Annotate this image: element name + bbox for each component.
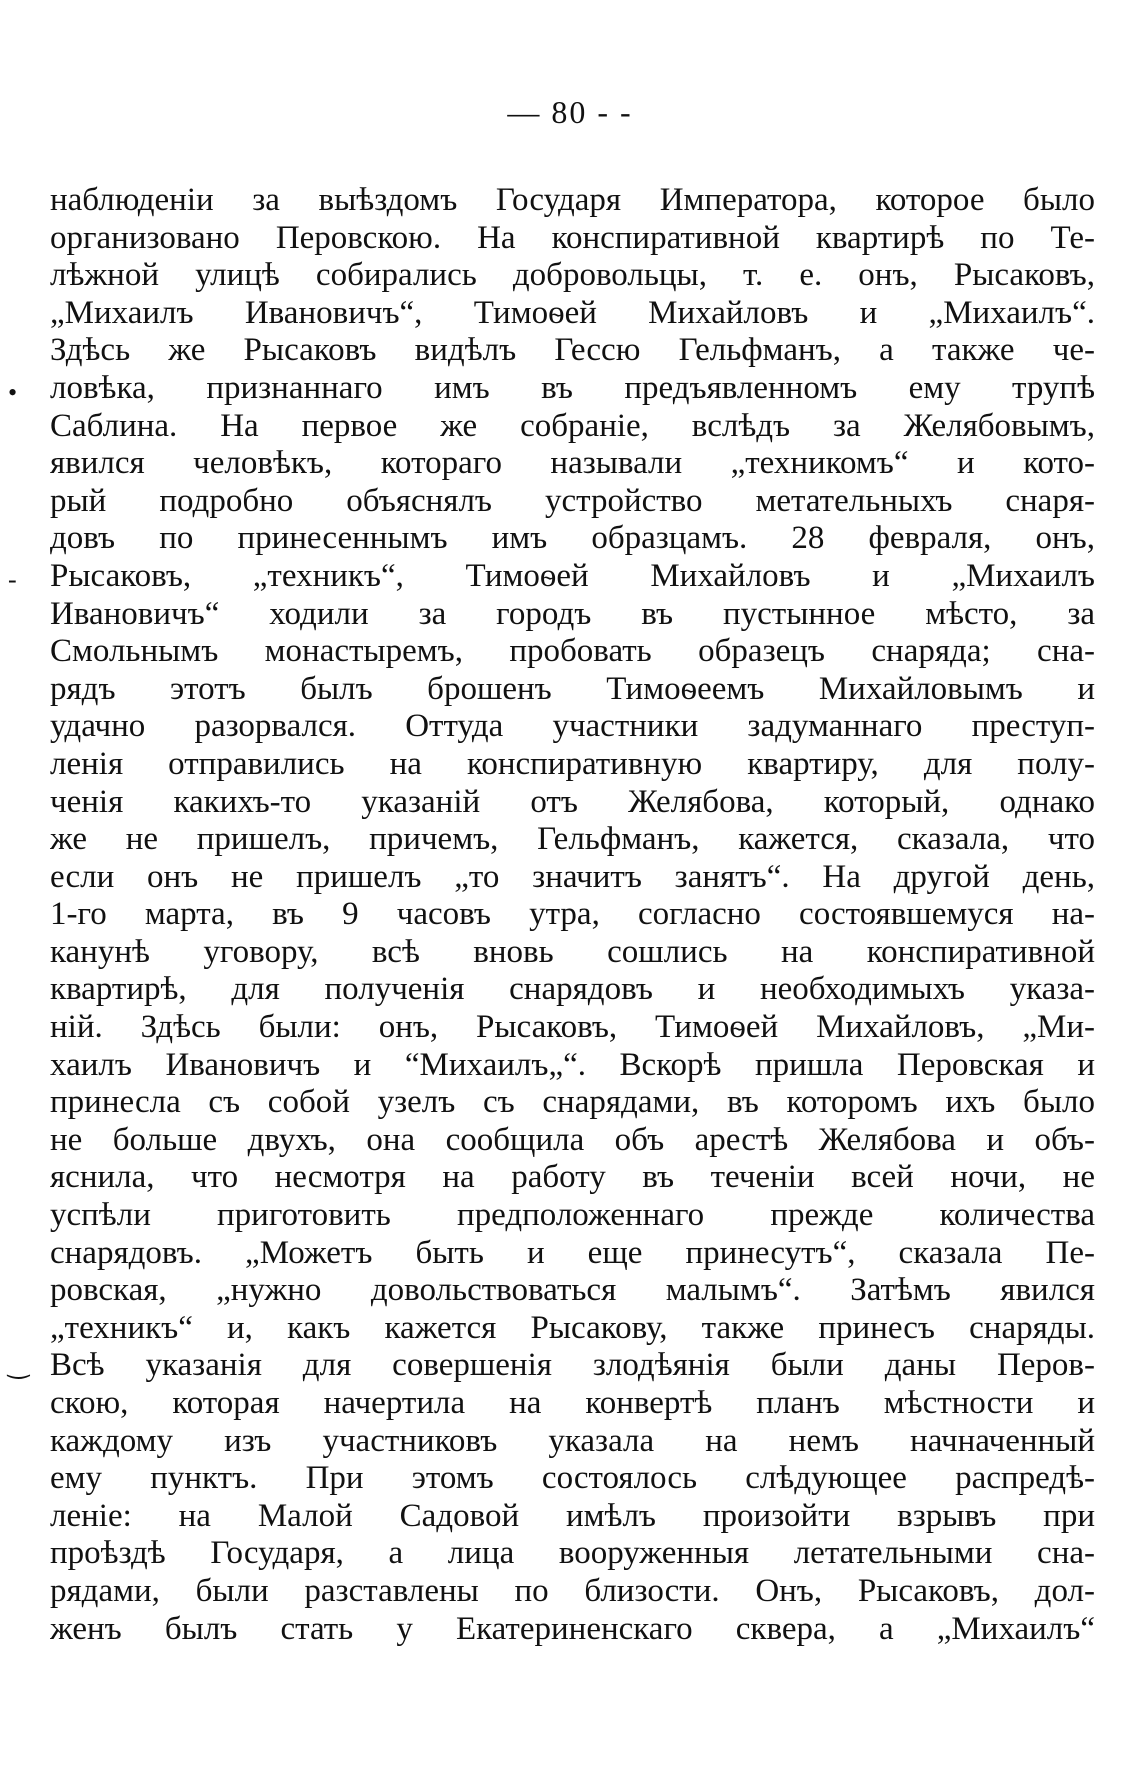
text-line: ленія отправились на конспиративную квартиру, для полу-	[50, 745, 1095, 782]
text-line: ловѣка, признаннаго имъ въ предъявленномъ ему трупѣ	[50, 369, 1095, 406]
margin-mark-dot: •	[8, 378, 18, 407]
margin-mark-stroke: ‿	[8, 1350, 29, 1379]
text-line: же не пришелъ, причемъ, Гельфманъ, кажется, сказала, что	[50, 821, 1095, 858]
text-line: женъ былъ стать у Екатериненскаго сквера, а „Михаилъ“	[50, 1610, 1095, 1647]
text-line: ній. Здѣсь были: онъ, Рысаковъ, Тимоѳей Михайловъ, „Ми-	[50, 1009, 1095, 1046]
text-line: успѣли приготовить предположеннаго прежде количества	[50, 1197, 1095, 1234]
text-line: „техникъ“ и, какъ кажется Рысакову, также принесъ снаряды.	[50, 1309, 1095, 1346]
text-line: удачно разорвался. Оттуда участники задуманнаго преступ-	[50, 708, 1095, 745]
text-line: рый подробно объяснялъ устройство метательныхъ снаря-	[50, 482, 1095, 519]
text-line: хаилъ Ивановичъ и “Михаилъ„“. Вскорѣ пришла Перовская и	[50, 1046, 1095, 1083]
page-number: — 80 - -	[507, 94, 633, 130]
text-line: организовано Перовскою. На конспиративной квартирѣ по Те-	[50, 219, 1095, 256]
text-line: рядами, были разставлены по близости. Онъ, Рысаковъ, дол-	[50, 1572, 1095, 1609]
text-line: ему пунктъ. При этомъ состоялось слѣдующее распредѣ-	[50, 1460, 1095, 1497]
text-line: „Михаилъ Ивановичъ“, Тимоѳей Михайловъ и „Михаилъ“.	[50, 294, 1095, 331]
text-line: скою, которая начертила на конвертѣ планъ мѣстности и	[50, 1385, 1095, 1421]
text-line: леніе: на Малой Садовой имѣлъ произойти взрывъ при	[50, 1497, 1095, 1534]
text-line: если онъ не пришелъ „то значитъ занятъ“. На другой день,	[50, 858, 1095, 895]
text-line: 1-го марта, въ 9 часовъ утра, согласно состоявшемуся на-	[50, 896, 1095, 933]
text-line: принесла съ собой узелъ съ снарядами, въ которомъ ихъ было	[50, 1084, 1095, 1121]
text-line: Здѣсь же Рысаковъ видѣлъ Гессю Гельфманъ, а также че-	[50, 332, 1095, 369]
text-line: Всѣ указанія для совершенія злодѣянія были даны Перов-	[50, 1347, 1095, 1384]
text-line: снарядовъ. „Можетъ быть и еще принесутъ“, сказала Пе-	[50, 1234, 1095, 1271]
text-line: Рысаковъ, „техникъ“, Тимоѳей Михайловъ и „Михаилъ	[50, 557, 1095, 594]
text-line: ченія какихъ-то указаній отъ Желябова, который, однако	[50, 783, 1095, 820]
text-line: явился человѣкъ, котораго называли „техникомъ“ и кото-	[50, 445, 1095, 482]
text-line: Ивановичъ“ ходили за городъ въ пустынное мѣсто, за	[50, 595, 1095, 632]
body-text	[50, 182, 1095, 1648]
text-line: ровская, „нужно довольствоваться малымъ“. Затѣмъ явился	[50, 1272, 1095, 1309]
text-line: канунѣ уговору, всѣ вновь сошлись на конспиративной	[50, 933, 1095, 970]
text-line: рядъ этотъ былъ брошенъ Тимоѳеемъ Михайловымъ и	[50, 670, 1095, 707]
text-line: проѣздѣ Государя, а лица вооруженныя летательными сна-	[50, 1535, 1095, 1572]
text-line: наблюденіи за выѣздомъ Государя Императора, которое было	[50, 182, 1095, 218]
text-line: Саблина. На первое же собраніе, вслѣдъ за Желябовымъ,	[50, 407, 1095, 444]
text-line: яснила, что несмотря на работу въ теченіи всей ночи, не	[50, 1159, 1095, 1196]
text-line: каждому изъ участниковъ указала на немъ начначенный	[50, 1422, 1095, 1459]
margin-mark-dash: -	[8, 565, 17, 594]
text-line: лѣжной улицѣ собирались добровольцы, т. е. онъ, Рысаковъ,	[50, 257, 1095, 294]
text-line: не больше двухъ, она сообщила объ арестѣ Желябова и объ-	[50, 1121, 1095, 1158]
text-line: довъ по принесеннымъ имъ образцамъ. 28 февраля, онъ,	[50, 520, 1095, 557]
text-line: Смольнымъ монастыремъ, пробовать образецъ снаряда; сна-	[50, 633, 1095, 670]
text-line: квартирѣ, для полученія снарядовъ и необходимыхъ указа-	[50, 971, 1095, 1008]
